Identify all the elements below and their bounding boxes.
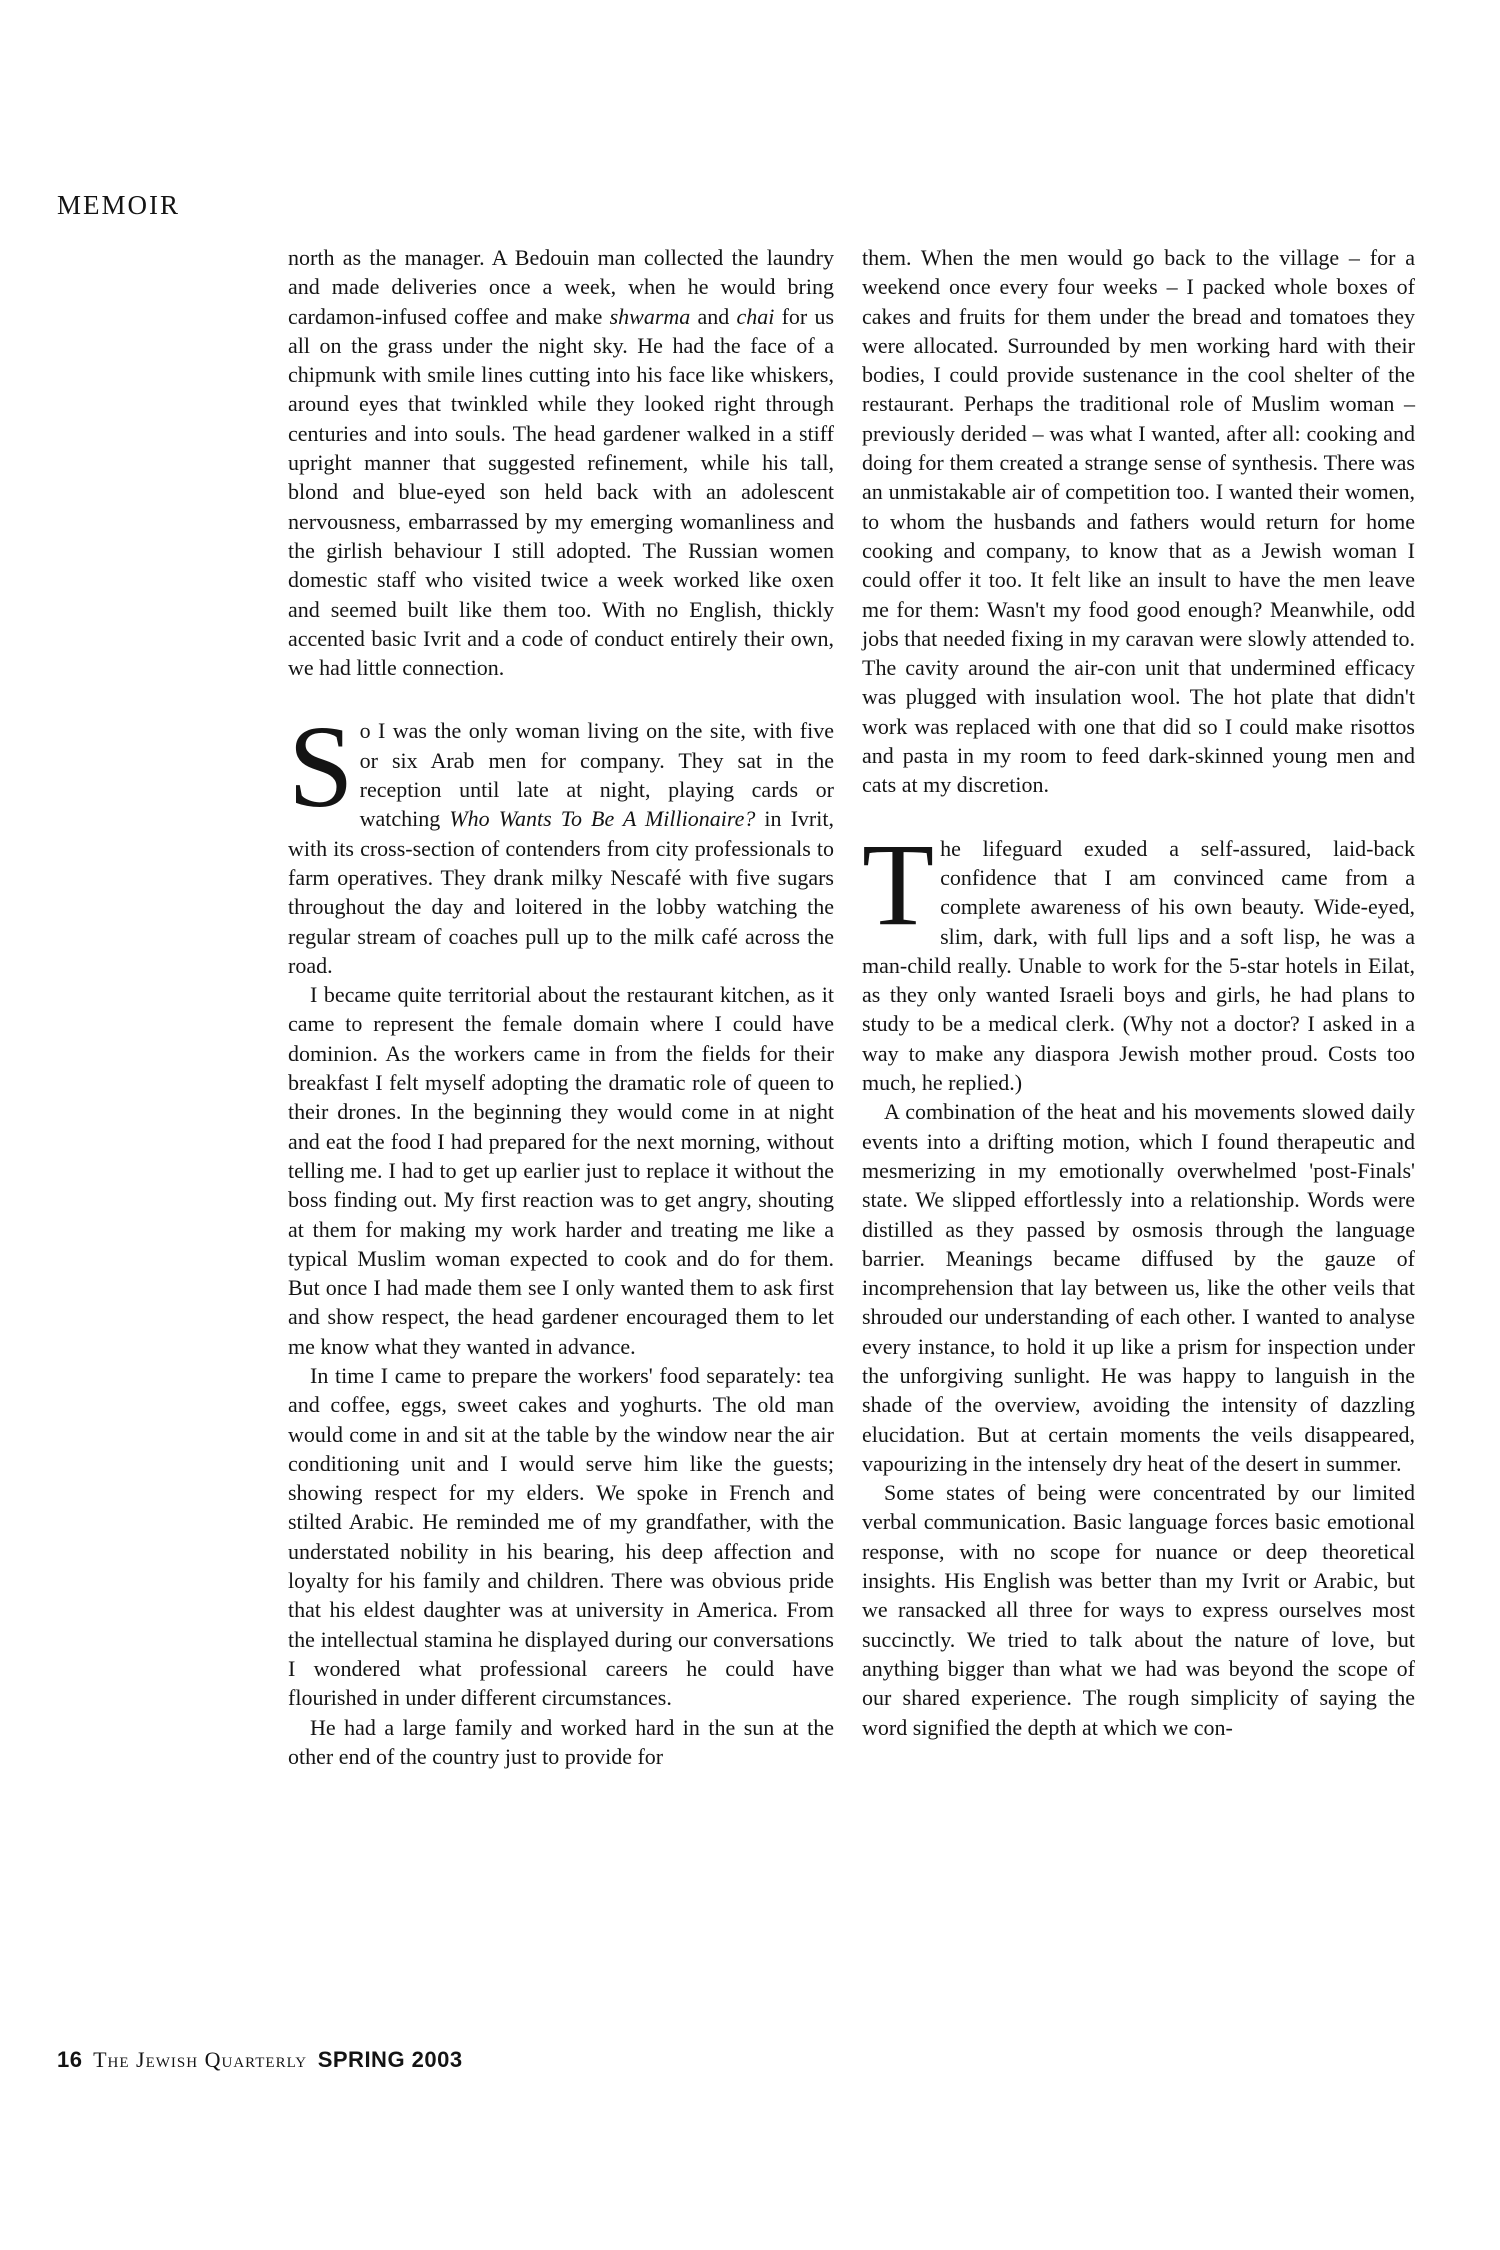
paragraph-dropcap: The lifeguard exuded a self-assured, laid-back confidence that I am convinced came from a complete awareness of his own beauty. Wide-eyed, slim, dark, with full lips and a soft lisp, he was a man-child really. Unable to work for the 5-star hotels in Eilat, as they only wanted Israeli boys and girls, he had plans to study to be a medical clerk. (Why not a doctor? I asked in a way to make any diaspora Jewish mother proud. Costs too much, he replied.) xyxy=(862,818,1415,1096)
paragraph-dropcap: So I was the only woman living on the site, with five or six Arab men for company. They sat in the reception until late at night, playing cards or watching Who Wants To Be A Millionaire? in Ivrit, with its cross-section of contenders from city professionals to farm operatives. They drank milky Nescafé with five sugars throughout the day and loitered in the lobby watching the regular stream of coaches pull up to the milk café across the road. xyxy=(288,701,834,978)
paragraph: I became quite territorial about the restaurant kitchen, as it came to represent the female domain where I could have dominion. As the workers came in from the fields for their breakfast I felt myself adopting the dramatic role of queen to their drones. In the beginning they would come in at night and eat the food I had prepared for the next morning, without telling me. I had to get up earlier just to replace it without the boss finding out. My first reaction was to get angry, shouting at them for making my work harder and treating me like a typical Muslim woman expected to cook and do for them. But once I had made them see I only wanted them to ask first and show respect, the head gardener encouraged them to let me know what they wanted in advance. xyxy=(288,982,834,1359)
page-number: 16 xyxy=(57,2047,83,2072)
drop-cap: S xyxy=(288,701,354,833)
publication-name: The Jewish Quarterly xyxy=(93,2047,308,2072)
paragraph: Some states of being were concentrated by our limited verbal communication. Basic language forces basic emotional response, with no scope for nuance or deep theoretical insights. His English was better than my Ivrit or Arabic, but we ransacked all three for ways to express ourselves most succinctly. We tried to talk about the nature of love, but anything bigger than what we had was beyond the scope of our shared experience. The rough simplicity of saying the word signified the depth at which we con- xyxy=(862,1480,1415,1740)
paragraph: them. When the men would go back to the village – for a weekend once every four weeks – I packed whole boxes of cakes and fruits for them under the bread and tomatoes they were allocated. Surrounded by men working hard with their bodies, I could provide sustenance in the cool shelter of the restaurant. Perhaps the traditional role of Muslim woman – previously derided – was what I wanted, after all: cooking and doing for them created a strange sense of synthesis. There was an unmistakable air of competition too. I wanted their women, to whom the husbands and fathers would return for home cooking and company, to know that as a Jewish woman I could offer it too. It felt like an insult to have the men leave me for them: Wasn't my food good enough? Meanwhile, odd jobs that needed fixing in my caravan were slowly attended to. The cavity around the air-con unit that undermined efficacy was plugged with insulation wool. The hot plate that didn't work was replaced with one that did so I could make risottos and pasta in my room to feed dark-skinned young men and cats at my discretion. xyxy=(862,245,1415,798)
page-footer xyxy=(57,2047,463,2073)
paragraph: A combination of the heat and his movements slowed daily events into a drifting motion, which I found therapeutic and mesmerizing in my emotionally overwhelmed 'post-Finals' state. We slipped effortlessly into a relationship. Words were distilled as they passed by osmosis through the language barrier. Meanings became diffused by the gauze of incomprehension that lay between us, like the other veils that shrouded our understanding of each other. I wanted to analyse every instance, to hold it up like a prism for inspection under the unforgiving sunlight. He was happy to languish in the shade of the overview, avoiding the intensity of dazzling elucidation. But at certain moments the veils disappeared, vapourizing in the intensely dry heat of the desert in summer. xyxy=(862,1099,1415,1476)
section-label: MEMOIR xyxy=(57,190,181,220)
paragraph: north as the manager. A Bedouin man collected the laundry and made deliveries once a week, when he would bring cardamon-infused coffee and make shwarma and chai for us all on the grass under the night sky. He had the face of a chipmunk with smile lines cutting into his face like whiskers, around eyes that twinkled while they looked right through centuries and into souls. The head gardener walked in a stiff upright manner that suggested refinement, while his tall, blond and blue-eyed son held back with an adolescent nervousness, embarrassed by my emerging womanliness and the girlish behaviour I still adopted. The Russian women domestic staff who visited twice a week worked like oxen and seemed built like them too. With no English, thickly accented basic Ivrit and a code of conduct entirely their own, we had little connection. xyxy=(288,245,835,681)
left-column xyxy=(288,243,834,1771)
paragraph: He had a large family and worked hard in the sun at the other end of the country just to provide for xyxy=(288,1714,834,1769)
right-column xyxy=(862,243,1415,1742)
paragraph: In time I came to prepare the workers' food separately: tea and coffee, eggs, sweet cakes and yoghurts. The old man would come in and sit at the table by the window near the air conditioning unit and I would serve him like the guests; showing respect for my elders. We spoke in French and stilted Arabic. He reminded me of my grandfather, with the understated nobility in his bearing, his deep affection and loyalty for his family and children. There was obvious pride that his eldest daughter was at university in America. From the intellectual stamina he displayed during our conversations I wondered what professional careers he could have flourished in under different circumstances. xyxy=(288,1362,834,1711)
drop-cap: T xyxy=(862,818,935,950)
issue-date: SPRING 2003 xyxy=(317,2047,463,2072)
